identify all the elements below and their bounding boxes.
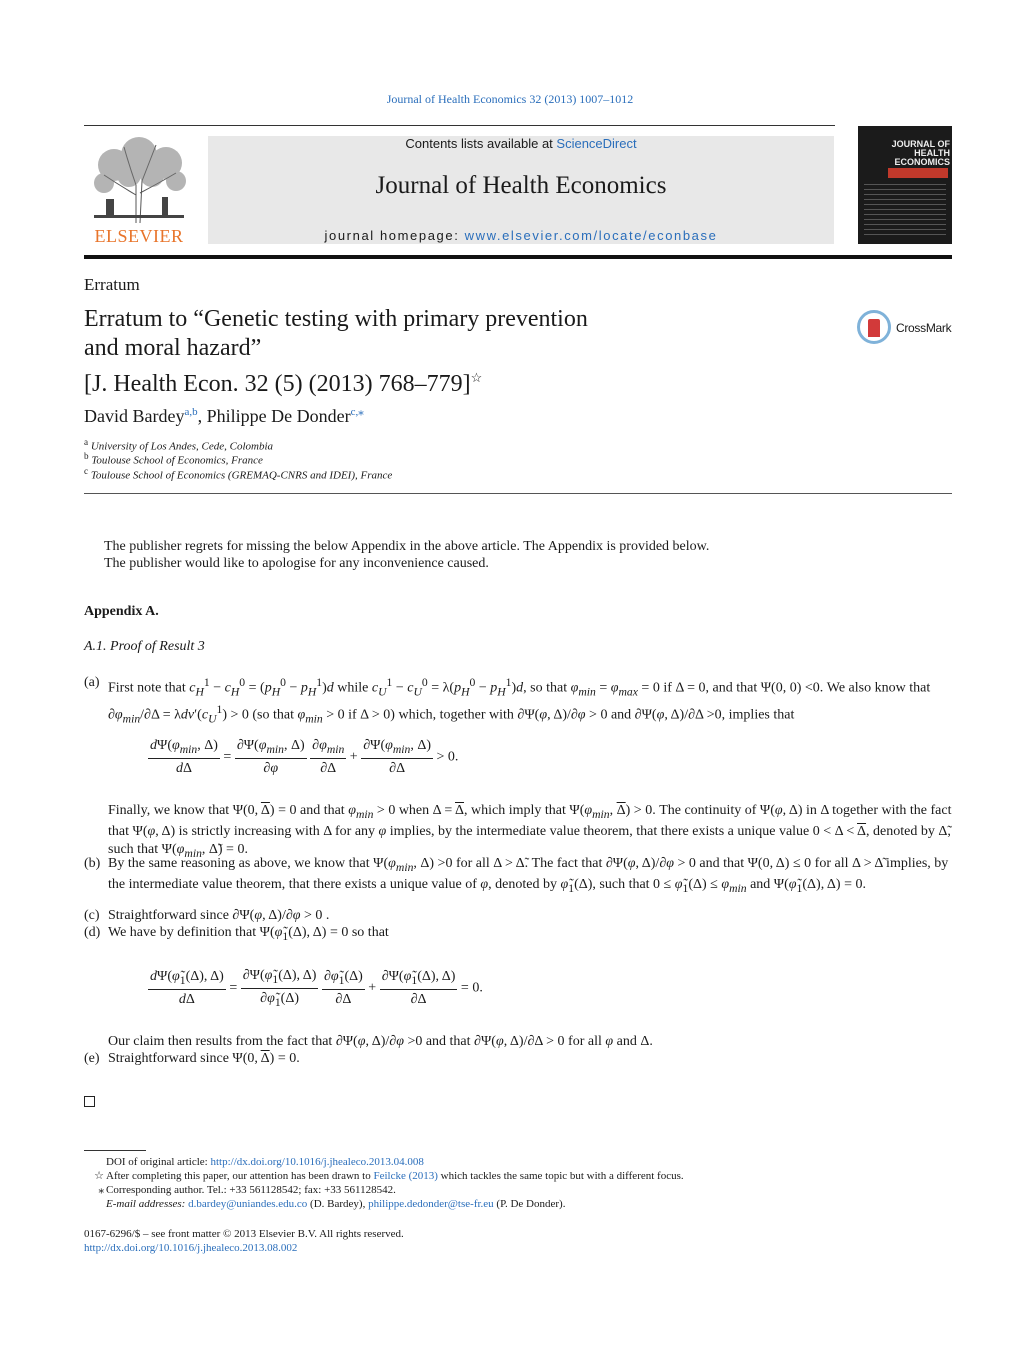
proof-text: First note that $c_H^1 - c_H^0 = (p_H^0 - p_H^1)d$ while $c_U^1 - c_U^0 = \lambda(p_H^0 - p_H^1)d$, so that $\varphi_{min} = \varphi_{max} = 0$ if Δ = 0, and that Ψ(0, 0) <0. We also know that $\partial\varphi_{min}/\partial\Delta = \lambda dv'(c_U^1) > 0$ (so that $\varphi_{min} > 0$ if Δ > 0) which, together with ∂Ψ(φ, Δ)/∂φ > 0 and ∂Ψ(φ, Δ)/∂Δ >0, implies that xyxy=(108,676,931,726)
issn-copyright: 0167-6296/$ – see front matter © 2013 Elsevier B.V. All rights reserved. xyxy=(84,1228,404,1240)
article-type: Erratum xyxy=(84,275,140,294)
author-name[interactable]: David Bardey xyxy=(84,406,185,426)
crossmark-icon xyxy=(857,310,891,344)
qed-symbol xyxy=(84,1096,95,1107)
feilcke-reference-link[interactable]: Feilcke (2013) xyxy=(373,1170,438,1182)
journal-cover-thumbnail[interactable] xyxy=(858,126,952,244)
proof-text: By the same reasoning as above, we know that $\Psi(\varphi_{min}$, Δ) >0 for all Δ > Δ̃. The fact that ∂Ψ(φ, Δ)/∂φ > 0 and that Ψ(0, Δ) ≤ 0 for all Δ > Δ̃ implies, by the intermediate value theorem, that there exists a unique value of φ, denoted by $\varphĩ_1(\Delta)$, such that $0 \le \varphĩ_1(\Delta) \le \varphi_{min}$ and $\Psi(\varphĩ_1(\Delta)$, Δ) = 0. xyxy=(108,856,949,896)
proof-text: Straightforward since Ψ(0, $\overline{\Delta}) = 0$. xyxy=(108,1051,300,1066)
equation-1: $\frac{d\Psi(\varphi_{min}, \Delta)}{d\Delta}$ = $\frac{\partial\Psi(\varphi_{min}, \Delta)}{\partial\varphi}$ $\frac{\partial\varphi_{min}}{\partial\Delta}$ + $\frac{\partial\Psi(\varphi_{min}, \Delta)}{\partial\Delta}$ > 0. xyxy=(150,738,459,776)
journal-homepage: journal homepage: www.elsevier.com/locate/econbase xyxy=(324,228,718,243)
contents-line: Contents lists available at ScienceDirect xyxy=(405,136,637,151)
journal-masthead xyxy=(208,136,834,244)
footnote-star: ☆ After completing this paper, our attention has been drawn to Feilcke (2013) which tackles the same topic but with a different focus. xyxy=(94,1170,684,1182)
appendix-subheading: A.1. Proof of Result 3 xyxy=(84,639,205,654)
author-name[interactable]: Philippe De Donder xyxy=(206,406,351,426)
journal-title: Journal of Health Economics xyxy=(375,172,667,199)
article-doi-link[interactable]: http://dx.doi.org/10.1016/j.jhealeco.2013.08.002 xyxy=(84,1242,298,1254)
footnote-corresponding: ⁎ Corresponding author. Tel.: +33 561128542; fax: +33 561128542. xyxy=(98,1184,396,1196)
proof-text: Our claim then results from the fact that ∂Ψ(φ, Δ)/∂φ >0 and that ∂Ψ(φ, Δ)/∂Δ > 0 for all φ and Δ. xyxy=(108,1034,653,1049)
affiliation: $^a$ University of Los Andes, Cede, Colombia xyxy=(84,437,274,453)
cover-pattern xyxy=(864,184,946,236)
title-note-mark[interactable]: ☆ xyxy=(470,370,483,385)
email-link-bardey[interactable]: d.bardey@uniandes.edu.co xyxy=(188,1198,308,1210)
equation-2: $\frac{d\Psi(\varphĩ_1(\Delta), \Delta)}{d\Delta}$ = $\frac{\partial\Psi(\varphĩ_1(\Delta), \Delta)}{\partial\varphĩ_1(\Delta)}$ $\frac{\partial\varphĩ_1(\Delta)}{\partial\Delta}$ + $\frac{\partial\Psi(\varphĩ_1(\Delta), \Delta)}{\partial\Delta}$ = 0. xyxy=(150,968,483,1009)
footnote-emails: E-mail addresses: d.bardey@uniandes.edu.co (D. Bardey), philippe.dedonder@tse-fr.eu (P. De Donder). xyxy=(106,1198,566,1210)
publisher-notice: The publisher regrets for missing the below Appendix in the above article. The Appendix is provided below. xyxy=(104,539,710,554)
masthead-rule xyxy=(84,255,952,259)
proof-text: Straightforward since ∂Ψ(φ, Δ)/∂φ > 0 . xyxy=(108,908,330,923)
publisher-apology: The publisher would like to apologise for any inconvenience caused. xyxy=(104,556,489,571)
proof-text: Finally, we know that Ψ(0, $\overline{\Delta}) = 0$ and that $\varphi_{min} > 0$ when $\Delta = \overline{\Delta}$, which imply that $\Psi(\varphi_{min}$, $\overline{\Delta}) > 0$. The continuity of Ψ(φ, Δ) in Δ together with the fact that Ψ(φ, Δ) is strictly increasing with Δ for any φ implies, by the intermediate value theorem, that there exists a unique value $0 < \Delta < \overline{\Delta}$, denoted by Δ̃, such that $\Psi(\varphi_{min}$, Δ̃) = 0. xyxy=(108,803,952,860)
article-title: Erratum to “Genetic testing with primary prevention and moral hazard” [J. Health Econ. 32 (5) (2013) 768–779]☆ xyxy=(84,306,588,397)
original-doi-link[interactable]: http://dx.doi.org/10.1016/j.jhealeco.2013.04.008 xyxy=(210,1156,424,1168)
footnote-doi: DOI of original article: http://dx.doi.org/10.1016/j.jhealeco.2013.04.008 xyxy=(106,1156,424,1168)
section-rule xyxy=(84,493,952,494)
running-header[interactable]: Journal of Health Economics 32 (2013) 1007–1012 xyxy=(386,92,634,106)
cover-band xyxy=(888,168,948,178)
footnote-rule xyxy=(84,1150,146,1151)
homepage-link[interactable]: www.elsevier.com/locate/econbase xyxy=(464,228,718,243)
affiliation: $^c$ Toulouse School of Economics (GREMAQ-CNRS and IDEI), France xyxy=(84,466,393,482)
elsevier-logo xyxy=(84,135,194,247)
elsevier-wordmark: ELSEVIER xyxy=(94,226,184,246)
affiliation: $^b$ Toulouse School of Economics, France xyxy=(84,451,263,467)
cover-title: JOURNAL OF HEALTH ECONOMICS xyxy=(891,139,950,167)
email-link-dedonder[interactable]: philippe.dedonder@tse-fr.eu xyxy=(368,1198,494,1210)
appendix-heading: Appendix A. xyxy=(84,604,159,619)
header-rule xyxy=(84,125,835,126)
author-list: David Bardey$^{a,b}$, Philippe De Donder$^{c,⁎}$ xyxy=(84,406,364,426)
sciencedirect-link[interactable]: ScienceDirect xyxy=(556,136,637,151)
tree-icon xyxy=(84,135,194,225)
crossmark-badge[interactable]: CrossMark xyxy=(857,310,957,350)
proof-text: We have by definition that $\Psi(\varphĩ_1(\Delta)$, Δ) = 0 so that xyxy=(108,925,389,943)
